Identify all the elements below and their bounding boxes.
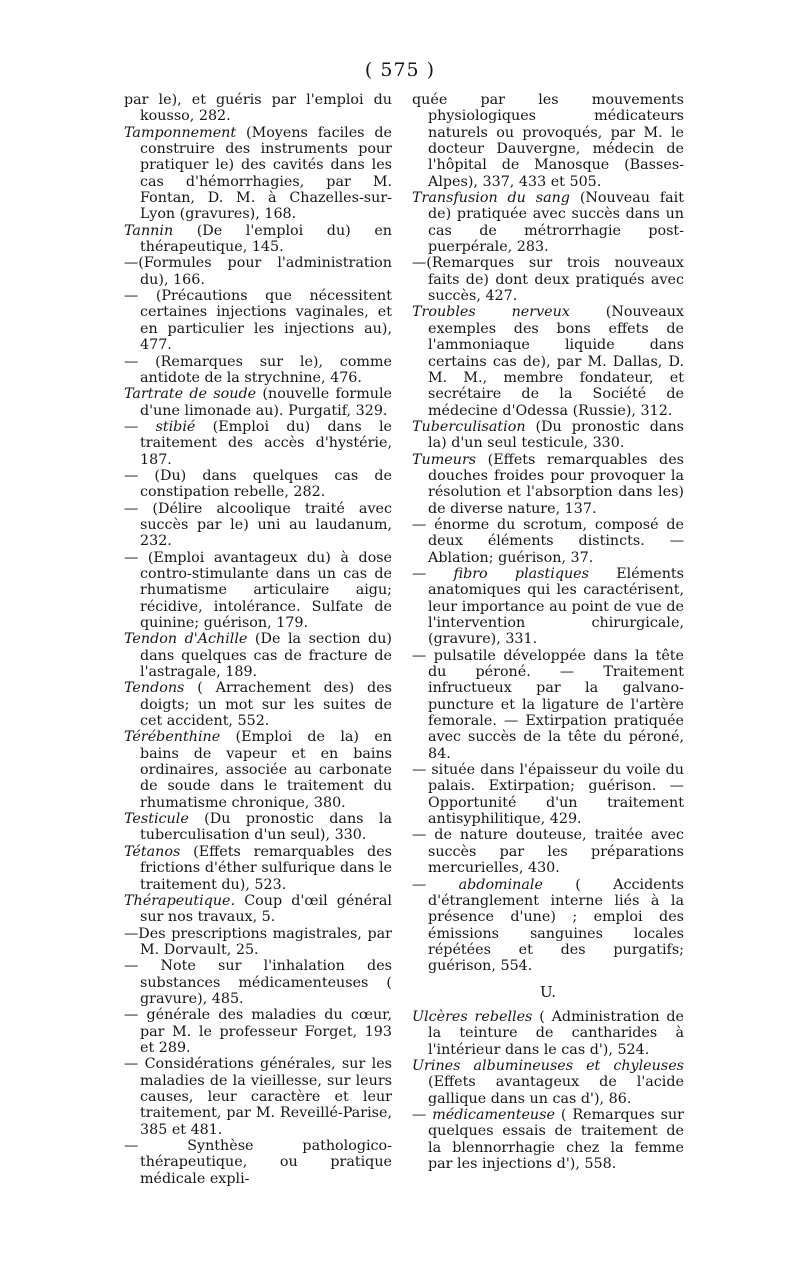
entry-headword: Testicule <box>124 811 189 828</box>
entry-text: — (Délire alcoolique traité avec succès par le) uni au laudanum, 232. <box>124 500 392 550</box>
entry-text: — (Précautions que nécessitent certaines injections vaginales, et en particulier les injections au), 477. <box>124 288 392 354</box>
entry-text: quée par les mouvements physiologiques médicateurs naturels ou provoqués, par M. le docteur Dauvergne, médecin de l'hôpital de Manosque (Basses-Alpes), 337, 433 et 505. <box>412 92 684 190</box>
index-entry <box>124 550 392 632</box>
entry-text: par le), et guéris par l'emploi du kousso, 282. <box>124 92 392 125</box>
entry-headword: Tamponnement <box>124 124 237 141</box>
index-entry <box>124 811 392 844</box>
entry-text: — énorme du scrotum, composé de deux éléments distincts. — Ablation; guérison, 37. <box>412 516 684 566</box>
entry-text: ( Arrachement des) des doigts; un mot sur les suites de cet accident, 552. <box>140 680 392 730</box>
index-entry <box>124 125 392 223</box>
index-entry <box>124 92 392 125</box>
section-letter: U. <box>539 982 557 1001</box>
entry-text: — Synthèse pathologico-thérapeutique, ou pratique médicale expli- <box>124 1138 392 1187</box>
entry-headword: — médicamenteuse <box>412 1106 555 1123</box>
entry-text: ( Administration de la teinture de cantharides à l'intérieur dans le cas d'), 524. <box>428 1008 684 1058</box>
entry-headword: — abdominale <box>412 876 543 893</box>
entry-text: — Note sur l'inhalation des substances médicamenteuses ( gravure), 485. <box>124 958 392 1007</box>
entry-text: (Du pronostic dans la tuberculisation d'un seul), 330. <box>140 811 392 844</box>
entry-text: Coup d'œil général sur nos travaux, 5. <box>140 892 392 926</box>
entry-headword: — fibro plastiques <box>412 565 589 582</box>
entry-text: —(Formules pour l'administration du), 166. <box>124 255 392 288</box>
index-entry <box>412 304 684 418</box>
entry-text: (De la section du) dans quelques cas de fracture de l'astragale, 189. <box>140 631 392 681</box>
entry-text: (Du pronostic dans la) d'un seul testicule, 330. <box>428 418 684 452</box>
entry-text: — Considérations générales, sur les maladies de la vieillesse, sur leurs causes, leur caractère et leur traitement, par M. Reveillé-Parise, 385 et 481. <box>124 1056 392 1138</box>
entry-text: — générale des maladies du cœur, par M. le professeur Forget, 193 et 289. <box>124 1007 392 1056</box>
entry-text: ( Remarques sur quelques essais de traitement de la blennorrhagie chez la femme par les injections d'), 558. <box>428 1106 685 1172</box>
index-entry <box>412 762 684 827</box>
index-entry <box>412 566 684 648</box>
index-entry <box>124 844 392 893</box>
entry-text: —(Remarques sur trois nouveaux faits de) dont deux pratiqués avec succès, 427. <box>412 255 684 305</box>
index-entry <box>124 386 392 419</box>
entry-text: — pulsatile développée dans la tête du péroné. — Traitement infructueux par la galvano-puncture et la ligature de l'artère femorale. — Extirpation pratiquée avec succès de la tête du péroné, 84. <box>412 647 684 762</box>
index-entry <box>412 827 684 876</box>
index-entry <box>124 926 392 959</box>
entry-headword: Tendons <box>124 680 185 697</box>
index-entry <box>412 648 684 762</box>
page-number: ( 575 ) <box>364 59 436 81</box>
entry-text: (Nouveaux exemples des bons effets de l'ammoniaque liquide dans certains cas de), par M. Dallas, D. M. M., membre fondateur, et secrétaire de la Société de médecine d'Odessa (Russie), 312. <box>428 304 684 419</box>
index-entry <box>124 1056 392 1138</box>
index-entry <box>124 1007 392 1056</box>
index-entry <box>124 223 392 256</box>
entry-text: (Effets avantageux de l'acide gallique dans un cas d'), 86. <box>428 1074 684 1107</box>
index-entries-t <box>412 92 684 975</box>
entry-text: —Des prescriptions magistrales, par M. Dorvault, 25. <box>124 925 392 958</box>
entry-headword: — stibié <box>124 418 196 435</box>
entry-text: (Effets remarquables des douches froides pour provoquer la résolution et l'absorption dans les) de diverse nature, 137. <box>428 451 684 517</box>
entry-text: — (Emploi avantageux du) à dose contro-stimulante dans un cas de rhumatisme articulaire aigu; récidive, intolérance. Sulfate de quinine; guérison, 179. <box>124 549 392 631</box>
index-entry <box>412 92 684 190</box>
entry-headword: Tuberculisation <box>412 418 526 435</box>
entry-headword: Ulcères rebelles <box>412 1008 533 1025</box>
entry-headword: Térébenthine <box>124 729 221 746</box>
entry-text: — située dans l'épaisseur du voile du palais. Extirpation; guérison. — Opportunité d'un traitement antisyphilitique, 429. <box>412 762 684 828</box>
index-entry <box>412 452 684 517</box>
index-entry <box>124 631 392 680</box>
entry-headword: Tétanos <box>124 843 181 860</box>
index-entry <box>412 1009 684 1058</box>
index-entry <box>124 680 392 729</box>
index-entries-u <box>412 1009 684 1172</box>
entry-text: Eléments anatomiques qui les caractérisent, leur importance au point de vue de l'intervention chirurgicale, (gravure), 331. <box>428 565 685 648</box>
entry-text: (Nouveau fait de) pratiquée avec succès dans un cas de métrorrhagie post-puerpérale, 283. <box>428 190 684 256</box>
entry-text: — de nature douteuse, traitée avec succès par les préparations mercurielles, 430. <box>412 827 684 877</box>
entry-headword: Troubles nerveux <box>412 304 570 321</box>
index-entry <box>124 288 392 353</box>
entry-headword: Tendon d'Achille <box>124 631 248 648</box>
entry-text: (Emploi de la) en bains de vapeur et en bains ordinaires, associée au carbonate de soude dans le traitement du rhumatisme chronique, 380. <box>140 729 392 811</box>
entry-headword: Transfusion du sang <box>412 190 570 207</box>
entry-text: (nouvelle formule d'une limonade au). Purgatif, 329. <box>140 386 392 419</box>
entry-headword: Tartrate de soude <box>124 386 257 403</box>
index-entry <box>412 517 684 566</box>
index-entry <box>124 729 392 811</box>
index-column-left <box>124 92 392 1187</box>
index-entry <box>412 419 684 452</box>
index-entry <box>124 419 392 468</box>
index-entry <box>412 1107 684 1172</box>
entry-text: (Moyens faciles de construire des instruments pour pratiquer le) des cavités dans les cas d'hémorrhagies, par M. Fontan, D. M. à Chazelles-sur-Lyon (gravures), 168. <box>140 124 392 223</box>
entry-text: (Emploi du) dans le traitement des accès d'hystérie, 187. <box>140 418 392 468</box>
entry-headword: Tumeurs <box>412 451 477 468</box>
entry-headword: Thérapeutique. <box>124 892 236 909</box>
entry-headword: Urines albumineuses et chyleuses <box>412 1057 684 1074</box>
entry-text: — (Remarques sur le), comme antidote de la strychnine, 476. <box>124 353 392 386</box>
index-entry <box>124 468 392 501</box>
index-entry <box>124 958 392 1007</box>
index-entry <box>124 354 392 387</box>
index-column-right <box>412 92 684 1172</box>
entry-text: — (Du) dans quelques cas de constipation rebelle, 282. <box>124 467 392 501</box>
entry-text: (Effets remarquables des frictions d'éther sulfurique dans le traitement du), 523. <box>140 843 392 893</box>
entry-headword: Tannin <box>124 222 174 239</box>
index-entry <box>124 1138 392 1187</box>
index-entry <box>124 893 392 926</box>
entry-text: (De l'emploi du) en thérapeutique, 145. <box>140 222 392 256</box>
index-entry <box>412 255 684 304</box>
entry-text: ( Accidents d'étranglement interne liés à la présence d'une) ; emploi des émissions sanguines locales répétées et des purgatifs; guérison, 554. <box>428 876 684 975</box>
index-entry <box>124 501 392 550</box>
index-entry <box>412 1058 684 1107</box>
index-entry <box>412 190 684 255</box>
index-entry <box>124 255 392 288</box>
index-entry <box>412 877 684 975</box>
